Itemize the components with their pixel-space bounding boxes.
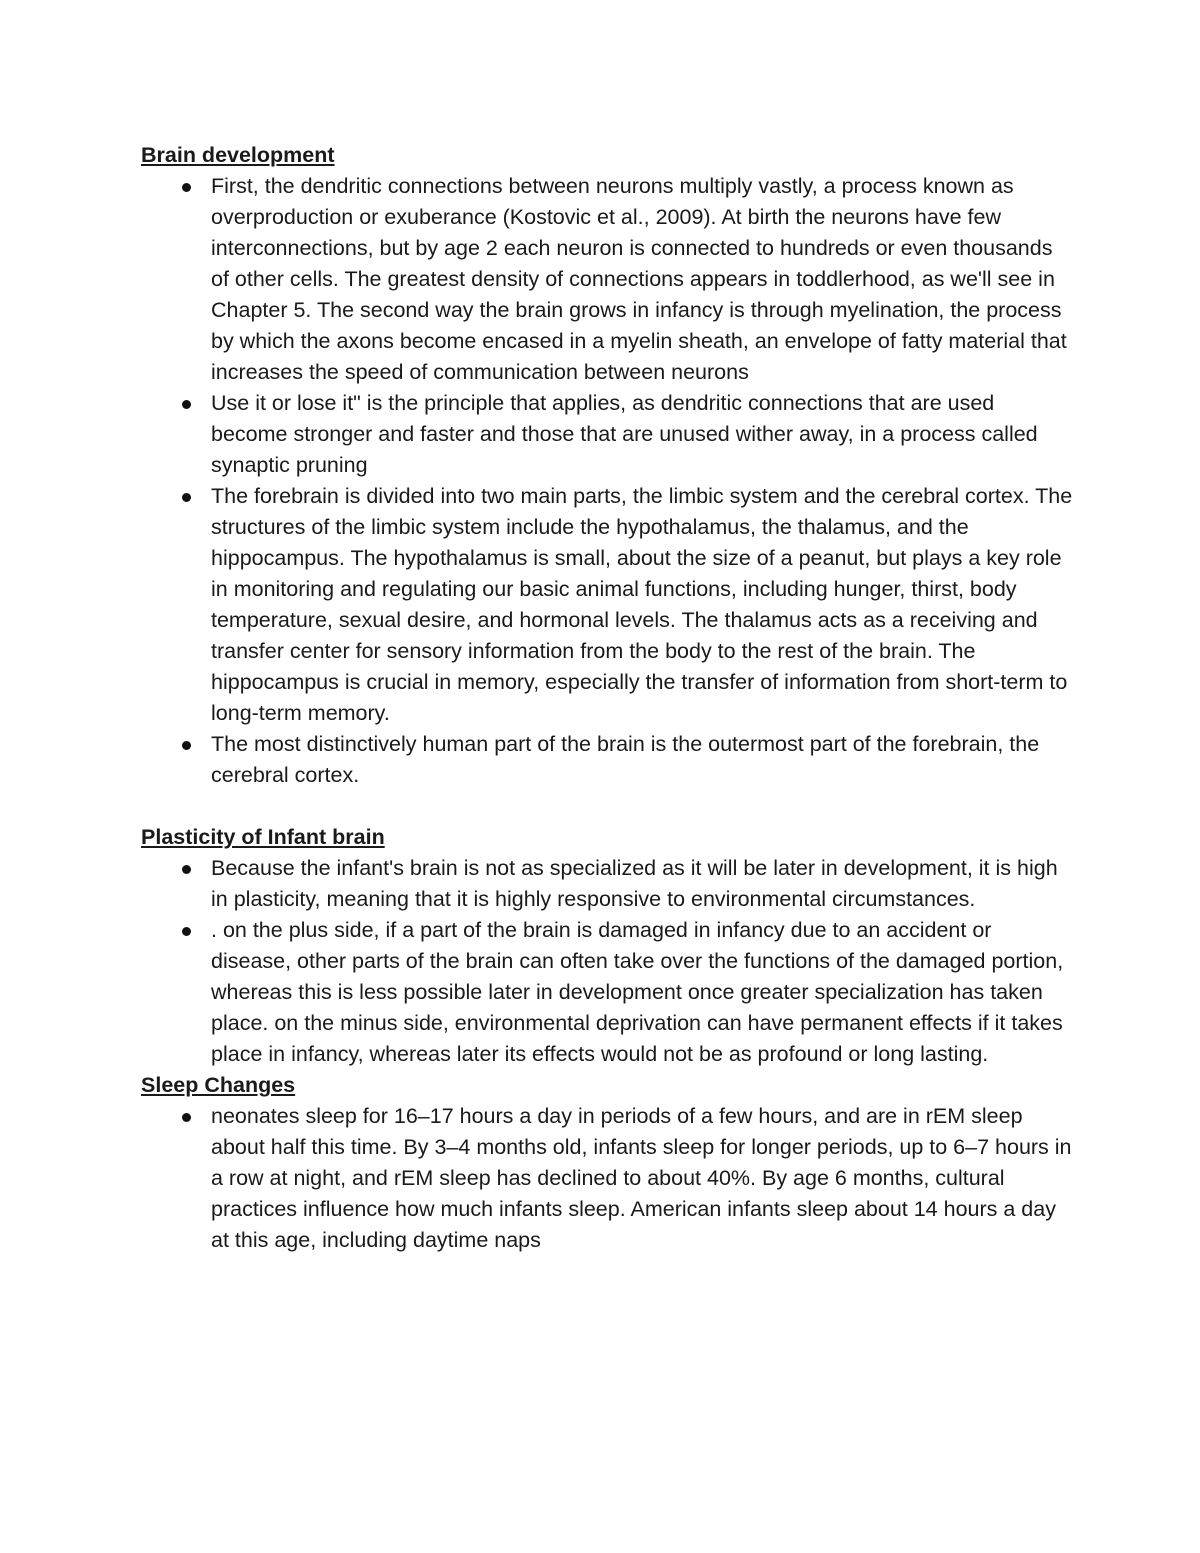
- bullet-list: [141, 1101, 1076, 1256]
- list-item: [141, 729, 1076, 791]
- list-item: [141, 1101, 1076, 1256]
- section-plasticity: [141, 822, 1076, 1070]
- section-sleep-changes: [141, 1070, 1076, 1256]
- bullet-text: . on the plus side, if a part of the brain is damaged in infancy due to an accident or disease, other parts of the brain can often take over the functions of the damaged portion, whereas this is less possible later in development once greater specialization has taken place. on the minus side, environmental deprivation can have permanent effects if it takes place in infancy, whereas later its effects would not be as profound or long lasting.: [211, 918, 1064, 1066]
- bullet-text: Use it or lose it" is the principle that applies, as dendritic connections that are used become stronger and faster and those that are unused wither away, in a process called synaptic pruning: [211, 391, 1038, 477]
- list-item: [141, 481, 1076, 729]
- list-item: [141, 171, 1076, 388]
- bullet-icon: [182, 741, 191, 750]
- section-heading: Brain development: [141, 143, 335, 167]
- bullet-icon: [182, 865, 191, 874]
- bullet-list: [141, 171, 1076, 791]
- section-heading: Plasticity of Infant brain: [141, 825, 385, 849]
- bullet-icon: [182, 183, 191, 192]
- document-page: [141, 140, 1076, 1256]
- bullet-text: The most distinctively human part of the brain is the outermost part of the forebrain, the cerebral cortex.: [211, 732, 1040, 787]
- list-item: [141, 915, 1076, 1070]
- bullet-icon: [182, 927, 191, 936]
- bullet-icon: [182, 493, 191, 502]
- bullet-text: The forebrain is divided into two main parts, the limbic system and the cerebral cortex. The structures of the limbic system include the hypothalamus, the thalamus, and the hippocampus. The hypothalamus is small, about the size of a peanut, but plays a key role in monitoring and regulating our basic animal functions, including hunger, thirst, body temperature, sexual desire, and hormonal levels. The thalamus acts as a receiving and transfer center for sensory information from the body to the rest of the brain. The hippocampus is crucial in memory, especially the transfer of information from short-term to long-term memory.: [211, 484, 1073, 725]
- list-item: [141, 388, 1076, 481]
- list-item: [141, 853, 1076, 915]
- paragraph-spacer: [141, 791, 1076, 822]
- bullet-text: neonates sleep for 16–17 hours a day in periods of a few hours, and are in rEM sleep about half this time. By 3–4 months old, infants sleep for longer periods, up to 6–7 hours in a row at night, and rEM sleep has declined to about 40%. By age 6 months, cultural practices influence how much infants sleep. American infants sleep about 14 hours a day at this age, including daytime naps: [211, 1104, 1072, 1252]
- bullet-text: First, the dendritic connections between neurons multiply vastly, a process known as overproduction or exuberance (Kostovic et al., 2009). At birth the neurons have few interconnections, but by age 2 each neuron is connected to hundreds or even thousands of other cells. The greatest density of connections appears in toddlerhood, as we'll see in Chapter 5. The second way the brain grows in infancy is through myelination, the process by which the axons become encased in a myelin sheath, an envelope of fatty material that increases the speed of communication between neurons: [211, 174, 1067, 384]
- bullet-icon: [182, 1113, 191, 1122]
- bullet-text: Because the infant's brain is not as specialized as it will be later in development, it is high in plasticity, meaning that it is highly responsive to environmental circumstances.: [211, 856, 1058, 911]
- bullet-list: [141, 853, 1076, 1070]
- section-heading: Sleep Changes: [141, 1073, 296, 1097]
- bullet-icon: [182, 400, 191, 409]
- section-brain-development: [141, 140, 1076, 791]
